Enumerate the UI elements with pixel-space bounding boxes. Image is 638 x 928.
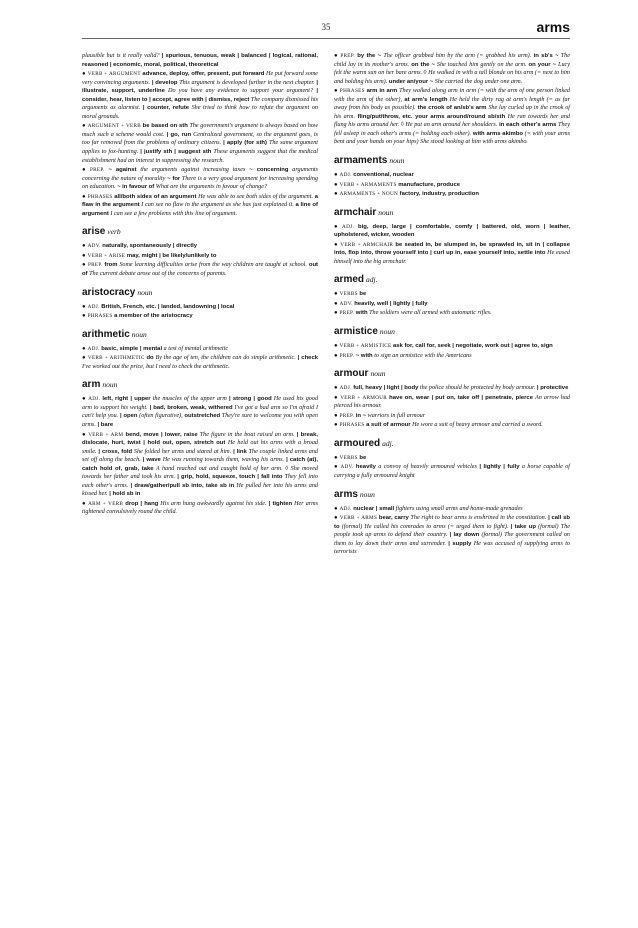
example: I can see a few problems with this line of argument. — [108, 210, 237, 217]
section-label: VERB + ARMS — [339, 515, 378, 522]
entry-section — [334, 505, 570, 514]
collocation: be based on sth — [142, 123, 188, 130]
dictionary-entry — [334, 155, 570, 199]
example: (formal) The people took up arms to defend their country. — [334, 523, 570, 539]
collocation: on your ~ — [526, 61, 557, 68]
example: The government's argument is always based on how much such a scheme would cost. — [82, 123, 318, 138]
part-of-speech: noun — [389, 156, 405, 166]
entry-section — [82, 252, 318, 261]
example: to sign an armistice with the Americans — [372, 352, 472, 359]
collocation: advance, deploy, offer, present, put forward — [142, 71, 265, 78]
collocation: | call sb to — [334, 515, 570, 530]
example: The soldiers were all armed with automatic rifles. — [367, 310, 492, 317]
example: The right to bear arms is enshrined in the constitution. — [408, 515, 547, 522]
example: (formal) He called his comrades to arms (= urged them to fight). — [339, 523, 509, 530]
bullet-icon: ● — [334, 181, 338, 188]
collocation: | bare — [95, 421, 114, 428]
part-of-speech: noun — [131, 329, 147, 339]
collocation: | lightly | fully — [476, 464, 520, 471]
entry-section — [82, 122, 318, 165]
collocation: ~ concerning — [245, 167, 289, 174]
collocation: bear, carry — [378, 515, 409, 522]
collocation: from — [104, 262, 118, 269]
collocation: | develop — [150, 79, 178, 86]
collocation: | cross, fold — [96, 448, 133, 455]
collocation: in each other's arms — [497, 122, 557, 129]
section-label: VERBS — [339, 291, 358, 298]
example: (often figurative), — [137, 413, 183, 420]
entry-section — [334, 87, 570, 147]
headword — [334, 489, 570, 501]
example: Lucy felt the warm sun on her bare arms. ◊ He walked in with a tall blonde on his arm (= next to him and holding his arm). — [334, 61, 570, 85]
entry-section — [82, 395, 318, 429]
example: By the age of ten, the children can do simple arithmetic. — [153, 355, 296, 362]
section-label: PREP. — [89, 167, 105, 174]
collocation: fling/put/throw, etc. your arms around/round sb/sth — [355, 113, 506, 120]
collocation: ~ in favour of — [115, 184, 155, 191]
bullet-icon: ● — [334, 394, 339, 401]
collocation: big, deep, large | comfortable, comfy | battered, old, worn | leather, upholstered, wicker, wooden — [334, 223, 570, 239]
example: Some learning difficulties arise from the way children are taught at school. — [117, 262, 307, 269]
section-label: VERB + ARMAMENTS — [339, 181, 397, 188]
example: Her arms tightened convulsively round the child. — [82, 500, 318, 516]
section-label: ADV. — [87, 243, 101, 250]
example: the police should be protected by body armour. — [418, 385, 536, 392]
bullet-icon: ● — [82, 345, 86, 352]
section-label: PREP. — [339, 352, 355, 359]
collocation: ~ for — [165, 175, 181, 182]
collocation: left, right | upper — [102, 396, 151, 403]
example: She tried to think how to refute the argument on moral grounds. — [82, 105, 318, 120]
collocation: be seated in, be slumped in, be sprawled in, sit in | collapse into, flop into, throw yourself into | curl up in, ease yourself into, settle into — [334, 241, 570, 257]
example: fighters using small arms and home-made grenades — [394, 505, 523, 512]
example: He used his good arm to support his weight. — [82, 396, 319, 411]
collocation: | check — [295, 355, 319, 362]
entry-section — [334, 171, 570, 180]
example: Centralized government, so the argument goes, is too far removed from the problems of ordinary citizens. — [82, 131, 318, 147]
bullet-icon: ● — [334, 352, 338, 359]
collocation: | wave — [140, 457, 161, 464]
example: The same argument applies to fox-hunting. — [82, 140, 318, 156]
example: (= with your arms bent and your hands on your hips) She stood looking at him with arms akimbo. — [334, 130, 570, 146]
section-label: PHRASES — [339, 422, 365, 429]
collocation: bend, move | lower, raise — [125, 431, 198, 438]
section-label: ARM + VERB — [88, 500, 124, 507]
example: An arrow had pierced his armour. — [334, 394, 570, 410]
example: I can see no flaw in the argument as she has just explained it. — [139, 202, 294, 209]
collocation: | catch (at), catch hold of, grab, take — [82, 457, 318, 472]
bullet-icon: ● — [82, 71, 86, 78]
collocation: by the ~ — [357, 53, 382, 59]
example: He held the dirty rag at arm's length (= as far away from his body as possible). — [334, 96, 570, 112]
bullet-icon: ● — [334, 291, 338, 298]
dictionary-entry — [82, 329, 318, 372]
collocation: | spurious, tenuous, weak | balanced | logical, rational, reasoned | economic, moral, political, theoretical — [82, 53, 318, 68]
example: This argument is developed further in the next chapter. — [177, 79, 315, 86]
collocation: factory, industry, production — [399, 191, 479, 198]
collocation: be — [359, 291, 367, 298]
collocation: on the ~ — [409, 61, 435, 68]
bullet-icon: ● — [82, 431, 87, 438]
section-label: VERB + ARM — [88, 431, 124, 438]
example: I've worked out the price, but I need to check the arithmetic. — [82, 363, 230, 370]
example: the muscles of the upper arm — [150, 396, 227, 403]
example: (formal) The government called on them to lay down their arms and surrender. — [334, 532, 571, 547]
collocation: a member of the aristocracy — [114, 313, 193, 320]
entry-section — [82, 193, 318, 219]
collocation: with arms akimbo — [471, 130, 523, 137]
bullet-icon: ● — [334, 454, 338, 461]
part-of-speech: adj. — [366, 275, 378, 285]
collocation: a line of argument — [82, 202, 318, 217]
entry-section — [334, 342, 570, 351]
example: They fell asleep in each other's arms (= holding each other). — [334, 122, 570, 137]
example: A hand reached out and caught hold of her arm. ◊ She moved towards her father and took his arm. — [82, 465, 318, 481]
entry-section — [82, 52, 318, 69]
section-label: VERB + ARMCHAIR — [340, 241, 394, 248]
headword-text: arise — [82, 226, 106, 238]
part-of-speech: noun — [370, 369, 386, 379]
dictionary-entry — [82, 226, 318, 278]
collocation: at arm's length — [402, 96, 448, 103]
collocation: in sb's ~ — [531, 53, 559, 59]
headword-text: arm — [82, 379, 101, 391]
entry-section — [82, 303, 318, 312]
collocation: | protective — [535, 385, 569, 392]
collocation: | justify sth | suggest sth — [138, 149, 212, 156]
example: a convoy of heavily armoured vehicles — [375, 464, 477, 471]
collocation: | counter, refute — [140, 105, 190, 112]
section-label: ARMAMENTS + NOUN — [339, 191, 399, 198]
section-label: PREP. — [339, 310, 355, 317]
collocation: naturally, spontaneously | directly — [102, 243, 198, 250]
entry-section — [334, 181, 570, 190]
example: She carried the dog under one arm. — [433, 78, 523, 85]
part-of-speech: noun — [359, 489, 375, 499]
example: They're sure to welcome you with open arms. — [82, 413, 318, 428]
section-label: PREP. — [87, 262, 103, 269]
bullet-icon: ● — [334, 53, 339, 59]
headword — [334, 207, 570, 219]
entry-section — [334, 190, 570, 199]
section-label: ADJ. — [87, 303, 100, 310]
example: He was running towards them, waving his arms. — [160, 457, 285, 464]
collocation: in ~ — [355, 412, 367, 419]
bullet-icon: ● — [334, 385, 338, 392]
example: Do you have any evidence to support your argument? — [164, 88, 314, 95]
left-column — [82, 52, 318, 518]
headword-text: arithmetic — [82, 328, 130, 340]
section-label: ADV. — [339, 300, 353, 307]
collocation: | break, dislocate, hurt, twist | hold out, open, stretch out — [82, 431, 318, 447]
running-head: arms — [536, 19, 570, 35]
page-header — [82, 19, 570, 39]
section-label: ADJ. — [88, 396, 101, 403]
entry-section — [334, 394, 570, 411]
dictionary-entry — [82, 379, 318, 517]
entry-section — [82, 166, 318, 192]
bullet-icon: ● — [334, 191, 338, 198]
bullet-icon: ● — [82, 355, 86, 362]
collocation: heavily — [355, 464, 376, 471]
example: There is a very good argument for increasing spending on education. — [82, 175, 318, 191]
section-label: ADJ. — [342, 223, 355, 230]
bullet-icon: ● — [334, 223, 341, 230]
collocation: | supply — [445, 540, 472, 547]
bullet-icon: ● — [334, 343, 338, 350]
example: She touched him gently on the arm. — [434, 61, 527, 68]
part-of-speech: verb — [107, 227, 121, 237]
section-label: ADV. — [340, 464, 354, 471]
collocation: | illustrate, support, underline — [82, 79, 318, 95]
collocation: outstretched — [182, 413, 221, 420]
bullet-icon: ● — [334, 412, 338, 419]
collocation: | bad, broken, weak, withered — [147, 404, 233, 411]
headword — [82, 329, 318, 341]
collocation: under an/your ~ — [387, 78, 434, 85]
headword-text: armour — [334, 368, 369, 380]
headword — [334, 155, 570, 167]
entry-section — [334, 514, 570, 557]
collocation: British, French, etc. | landed, landowning | local — [101, 303, 235, 310]
headword — [334, 274, 570, 286]
example: She folded her arms and stared at him. — [132, 448, 232, 455]
example: a horse capable of carrying a fully armoured knight — [334, 464, 570, 479]
collocation: a suit of armour — [366, 422, 411, 429]
example: These arguments suggest that the medical establishment had an interest in suppressing the research. — [82, 149, 318, 164]
entry-section — [334, 384, 570, 393]
section-label: PHRASES — [87, 193, 113, 200]
headword-text: armoured — [334, 437, 381, 449]
section-label: VERB + ARISE — [87, 252, 126, 259]
collocation: conventional, nuclear — [353, 172, 414, 179]
headword — [82, 287, 318, 299]
example: The couple linked arms and set off along the beach. — [82, 448, 318, 464]
page-number: 35 — [321, 22, 331, 32]
headword-text: armistice — [334, 326, 378, 338]
collocation: | strong | good — [226, 396, 272, 403]
headword — [82, 379, 318, 391]
collocation: ask for, call for, seek | negotiate, work out | agree to, sign — [393, 343, 553, 350]
example: She lay curled up in the crook of his arm. — [334, 105, 570, 120]
dictionary-entry — [334, 489, 570, 557]
headword-text: arms — [334, 488, 358, 500]
example: The officer grabbed him by the arm — [381, 53, 475, 59]
collocation: | apply (for sth) — [221, 140, 267, 147]
right-column — [334, 52, 570, 558]
bullet-icon: ● — [82, 252, 86, 259]
example: The current debate arose out of the concerns of parents. — [87, 271, 227, 278]
bullet-icon: ● — [334, 172, 338, 179]
section-label: PHRASES — [339, 88, 365, 95]
entry-section — [82, 242, 318, 251]
collocation: | take up — [508, 523, 536, 530]
headword-text: armchair — [334, 206, 377, 218]
headword-text: aristocracy — [82, 286, 136, 298]
bullet-icon: ● — [82, 303, 86, 310]
collocation: be — [359, 454, 367, 461]
bullet-icon: ● — [82, 262, 86, 269]
part-of-speech: noun — [379, 327, 395, 337]
entry-section — [82, 345, 318, 354]
bullet-icon: ● — [82, 193, 86, 200]
example: His arm hung awkwardly against his side. — [158, 500, 267, 507]
collocation: | draw/gather/pull sb into, take sb in — [128, 482, 235, 489]
bullet-icon: ● — [82, 167, 88, 174]
collocation: arm in arm — [366, 88, 398, 95]
entry-section — [334, 300, 570, 309]
headword — [334, 438, 570, 450]
example: plausible but is it really valid? — [82, 53, 160, 59]
bullet-icon: ● — [334, 505, 338, 512]
bullet-icon: ● — [334, 88, 338, 95]
example: a test of mental arithmetic — [162, 345, 229, 352]
dictionary-entry — [334, 274, 570, 318]
example: (= grabbed his arm). — [474, 53, 532, 59]
collocation: | lay down — [447, 532, 480, 539]
collocation: have on, wear | put on, take off | penetrate, pierce — [389, 394, 533, 401]
example: What are the arguments in favour of change? — [154, 184, 268, 191]
collocation: ~ against — [108, 167, 137, 174]
example: He put forward some very convincing arguments. — [82, 71, 319, 86]
bullet-icon: ● — [82, 396, 87, 403]
headword-text: armed — [334, 274, 365, 286]
collocation: do — [146, 355, 154, 362]
dictionary-entry — [334, 368, 570, 430]
example: He wore a suit of heavy armour and carried a sword. — [410, 422, 543, 429]
bullet-icon: ● — [334, 241, 339, 248]
section-label: VERBS — [339, 454, 358, 461]
section-label: VERB + ARGUMENT — [87, 71, 141, 78]
bullet-icon: ● — [82, 123, 86, 130]
collocation: | link — [231, 448, 247, 455]
collocation: nuclear | small — [353, 505, 395, 512]
section-label: ADJ. — [339, 505, 352, 512]
collocation: drop | hang — [125, 500, 159, 507]
bullet-icon: ● — [334, 310, 338, 317]
part-of-speech: noun — [378, 207, 394, 217]
entry-section — [334, 463, 570, 480]
bullet-icon: ● — [82, 243, 86, 250]
section-label: ARGUMENT + VERB — [87, 123, 142, 130]
example: arguments concerning the nature of morality — [82, 167, 319, 182]
bullet-icon: ● — [334, 422, 338, 429]
headword — [334, 368, 570, 380]
bullet-icon: ● — [334, 464, 339, 471]
entry-section — [334, 241, 570, 267]
collocation: | consider, hear, listen to | accept, agree with | dismiss, reject — [82, 88, 318, 103]
collocation: the crook of an/sb's arm — [415, 105, 487, 112]
headword — [82, 226, 318, 238]
example: He eased himself into the big armchair. — [334, 250, 571, 265]
example: warriors in full armour — [366, 412, 426, 419]
dictionary-entry — [334, 52, 570, 147]
collocation: | grip, hold, squeeze, touch | fall into — [175, 474, 283, 481]
collocation: full, heavy | light | body — [353, 385, 419, 392]
part-of-speech: adj. — [382, 438, 394, 448]
entry-section — [334, 454, 570, 463]
entry-section — [334, 352, 570, 361]
dictionary-entry — [334, 326, 570, 360]
example: He was accused of supplying arms to terrorists — [334, 540, 570, 556]
collocation: | tighten — [266, 500, 293, 507]
entry-section — [82, 431, 318, 499]
entry-section — [334, 52, 570, 86]
example: The figure in the boat raised an arm. — [197, 431, 295, 438]
collocation: | hold sb in — [107, 491, 141, 498]
collocation: may, might | be likely/unlikely to — [126, 252, 217, 259]
part-of-speech: noun — [102, 380, 118, 390]
collocation: with — [355, 310, 368, 317]
section-label: PREP. — [340, 53, 355, 59]
entry-section — [334, 309, 570, 318]
bullet-icon: ● — [334, 515, 338, 522]
example: He ran towards her and flung his arms around her. ◊ He put an arm around her shoulders. — [334, 113, 570, 129]
entry-section — [334, 290, 570, 299]
section-label: VERB + ARMOUR — [340, 394, 388, 401]
example: The child lay in its mother's arms. — [334, 53, 570, 68]
bullet-icon: ● — [334, 300, 338, 307]
dictionary-entry — [82, 287, 318, 321]
collocation: out of — [82, 262, 319, 278]
collocation: heavily, well | lightly | fully — [354, 300, 428, 307]
example: I've got a bad arm so I'm afraid I can't help you. — [82, 404, 318, 420]
entry-section — [82, 261, 318, 278]
example: He held out his arms with a broad smile. — [82, 440, 318, 455]
dictionary-entry — [334, 207, 570, 267]
collocation: all/both sides of an argument — [114, 193, 197, 200]
entry-section — [82, 500, 318, 517]
headword — [334, 326, 570, 338]
example: He pulled her into his arms and kissed her. — [82, 482, 318, 498]
section-label: ADJ. — [87, 345, 100, 352]
example: They walked along arm in arm (= with the arm of one person linked with the arm of the other), — [334, 88, 570, 103]
entry-section — [82, 354, 318, 371]
example: He was able to see both sides of the argument. — [196, 193, 313, 200]
example: the arguments against increasing taxes — [136, 167, 246, 174]
dictionary-entry — [334, 438, 570, 481]
collocation: | open — [118, 413, 138, 420]
entry-section — [334, 421, 570, 430]
entry-section — [334, 223, 570, 240]
section-label: PHRASES — [87, 313, 113, 320]
bullet-icon: ● — [82, 313, 86, 320]
entry-section — [82, 312, 318, 321]
entry-section — [334, 412, 570, 421]
bullet-icon: ● — [82, 500, 87, 507]
collocation: manufacture, produce — [398, 181, 461, 188]
headword-text: armaments — [334, 155, 388, 167]
dictionary-entry — [82, 52, 318, 218]
section-label: VERB + ARITHMETIC — [87, 355, 145, 362]
section-label: ADJ. — [339, 172, 352, 179]
section-label: VERB + ARMISTICE — [339, 343, 392, 350]
example: They fell into each other's arms. — [82, 474, 318, 489]
section-label: ADJ. — [339, 385, 352, 392]
collocation: a flaw in the argument — [82, 193, 319, 209]
section-label: PREP. — [339, 412, 355, 419]
example: The company dismissed his arguments as alarmist. — [82, 96, 318, 112]
collocation: | go, run — [164, 131, 192, 138]
entry-section — [82, 70, 318, 121]
collocation: basic, simple | mental — [101, 345, 163, 352]
collocation: ~ with — [355, 352, 373, 359]
part-of-speech: noun — [137, 287, 153, 297]
